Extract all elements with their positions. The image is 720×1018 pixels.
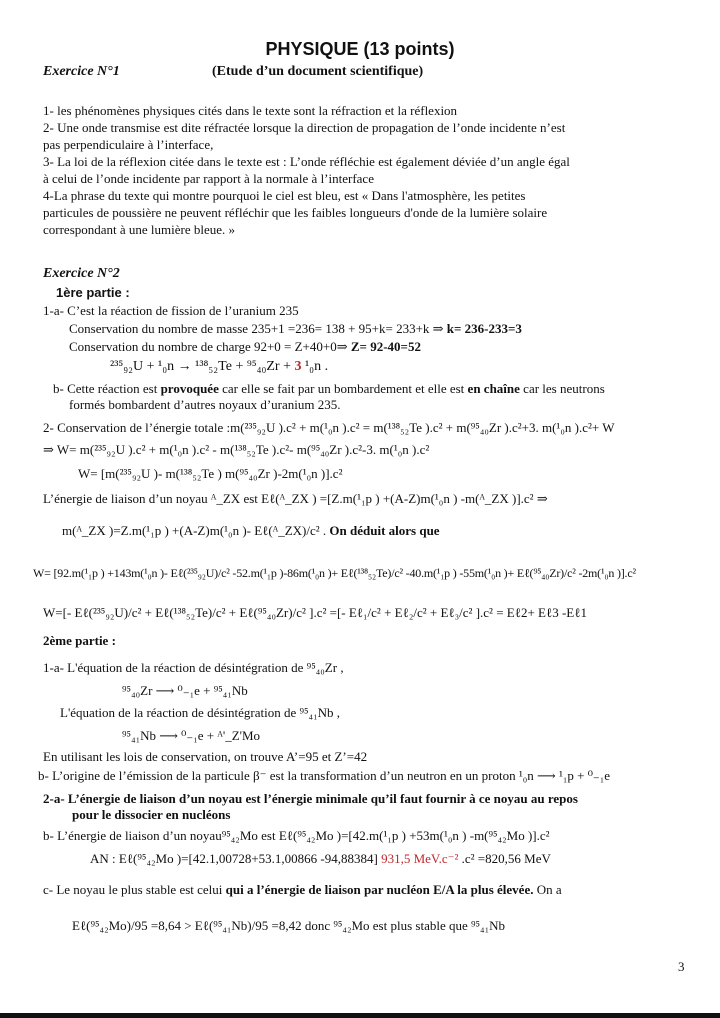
binding-energy-def: L’énergie de liaison d’un noyau ᴬ_ZX est Eℓ(ᴬ_ZX ) =[Z.m(¹₁p ) +(A-Z)m(¹₀n ) -m(ᴬ_ZX )].c² ⇒: [43, 491, 548, 506]
stability-comparison: Eℓ(⁹⁵₄₂Mo)/95 =8,64 > Eℓ(⁹⁵₄₁Nb)/95 =8,42 donc ⁹⁵₄₂Mo est plus stable que ⁹⁵₄₁Nb: [72, 918, 506, 933]
binding-def: 2-a- L’énergie de liaison d’un noyau est l’énergie minimale qu’il faut fournir à ce noyau au repos: [43, 791, 578, 806]
ex1-line: à celui de l’onde incidente par rapport à la normale à l’interface: [43, 171, 374, 186]
mass-formula: m(ᴬ_ZX )=Z.m(¹₁p ) +(A-Z)m(¹₀n )- Eℓ(ᴬ_ZX)/c² . On déduit alors que: [62, 523, 440, 538]
binding-mo: b- L’énergie de liaison d’un noyau⁹⁵₄₂Mo est Eℓ(⁹⁵₄₂Mo )=[42.m(¹₁p ) +53m(¹₀n ) -m(⁹⁵₄₂Mo )].c²: [43, 828, 550, 843]
numeric-application: AN : Eℓ(⁹⁵₄₂Mo )=[42.1,00728+53.1,00866 -94,88384] 931,5 MeV.c⁻² .c² =820,56 MeV: [90, 851, 551, 866]
stability-line: c- Le noyau le plus stable est celui qui a l’énergie de liaison par nucléon E/A la plus élevée. On a: [43, 882, 562, 897]
part1-heading: 1ère partie :: [56, 285, 130, 300]
energy-W-bracket: W= [m(²³⁵₉₂U )- m(¹³⁸₅₂Te ) m(⁹⁵₄₀Zr )-2m(¹₀n )].c²: [78, 466, 343, 481]
exercise1-heading: Exercice N°1: [43, 64, 120, 79]
energy-W: ⇒ W= m(²³⁵₉₂U ).c² + m(¹₀n ).c² - m(¹³⁸₅₂Te ).c²- m(⁹⁵₄₀Zr ).c²-3. m(¹₀n ).c²: [43, 442, 430, 457]
ex2-line: formés bombardent d’autres noyaux d’uranium 235.: [69, 397, 341, 412]
fission-equation: ²³⁵₉₂U + ¹₀n → ¹³⁸₅₂Te + ⁹⁵₄₀Zr + 3 ¹₀n .: [110, 359, 329, 374]
W-final: W=[- Eℓ(²³⁵₉₂U)/c² + Eℓ(¹³⁸₅₂Te)/c² + Eℓ(⁹⁵₄₀Zr)/c² ].c² =[- Eℓ₁/c² + Eℓ₂/c² + Eℓ₃/c² ].c² = Eℓ2+ Eℓ3 -Eℓ1: [43, 605, 587, 620]
p2-line: L'équation de la réaction de désintégration de ⁹⁵₄₁Nb ,: [60, 705, 341, 720]
exercise2-heading: Exercice N°2: [43, 266, 120, 281]
bottom-border: [0, 1013, 720, 1018]
ex1-line: 1- les phénomènes physiques cités dans le texte sont la réfraction et la réflexion: [43, 103, 458, 118]
energy-conservation: 2- Conservation de l’énergie totale :m(²³⁵₉₂U ).c² + m(¹₀n ).c² = m(¹³⁸₅₂Te ).c² + m(⁹⁵₄₀Zr ).c²+3. m(¹₀n ).c²+ W: [43, 420, 615, 435]
reaction-type-line: b- Cette réaction est provoquée car elle se fait par un bombardement et elle est en chaîne car les neutrons: [53, 381, 605, 396]
mass-conservation: Conservation du nombre de masse 235+1 =236= 138 + 95+k= 233+k ⇒ k= 236-233=3: [69, 321, 522, 336]
p2-line: 1-a- L'équation de la réaction de désintégration de ⁹⁵₄₀Zr ,: [43, 660, 344, 675]
W-expanded: W= [92.m(¹₁p ) +143m(¹₀n )- Eℓ(²³⁵₉₂U)/c² -52.m(¹₁p )-86m(¹₀n )+ Eℓ(¹³⁸₅₂Te)/c² -40.m(¹₁p ) -55m(¹₀n )+ Eℓ(⁹⁵₄₀Zr)/c² -2m(¹₀n )].c²: [33, 566, 636, 580]
beta-origin: b- L’origine de l’émission de la particule β⁻ est la transformation d’un neutron en un proton ¹₀n ⟶ ¹₁p + ⁰₋₁e: [38, 768, 611, 783]
ex1-line: pas perpendiculaire à l’interface,: [43, 137, 214, 152]
page-number: 3: [678, 959, 685, 974]
ex1-line: 3- La loi de la réflexion citée dans le texte est : L’onde réfléchie est également déviée d’un angle égal: [43, 154, 570, 169]
ex1-line: correspondant à une lumière bleue. »: [43, 222, 236, 237]
part2-heading: 2ème partie :: [43, 633, 116, 648]
charge-conservation: Conservation du nombre de charge 92+0 = Z+40+0⇒ Z= 92-40=52: [69, 339, 421, 354]
ex1-line: particules de poussière ne peuvent réfléchir que les faibles longueurs d'onde de la lumière solaire: [43, 205, 548, 220]
p2-line: En utilisant les lois de conservation, on trouve A’=95 et Z’=42: [43, 749, 368, 764]
page-title: PHYSIQUE (13 points): [265, 39, 455, 59]
ex2-line: 1-a- C’est la réaction de fission de l’uranium 235: [43, 303, 299, 318]
ex1-line: 4-La phrase du texte qui montre pourquoi le ciel est bleu, est « Dans l'atmosphère, les petites: [43, 188, 526, 203]
decay-eq-zr: ⁹⁵₄₀Zr ⟶ ⁰₋₁e + ⁹⁵₄₁Nb: [122, 683, 248, 698]
binding-def-2: pour le dissocier en nucléons: [72, 807, 231, 822]
decay-eq-nb: ⁹⁵₄₁Nb ⟶ ⁰₋₁e + ᴬ'_Z'Mo: [122, 728, 261, 743]
exercise1-subtitle: (Etude d’un document scientifique): [212, 64, 424, 79]
ex1-line: 2- Une onde transmise est dite réfractée lorsque la direction de propagation de l’onde incidente n’est: [43, 120, 566, 135]
